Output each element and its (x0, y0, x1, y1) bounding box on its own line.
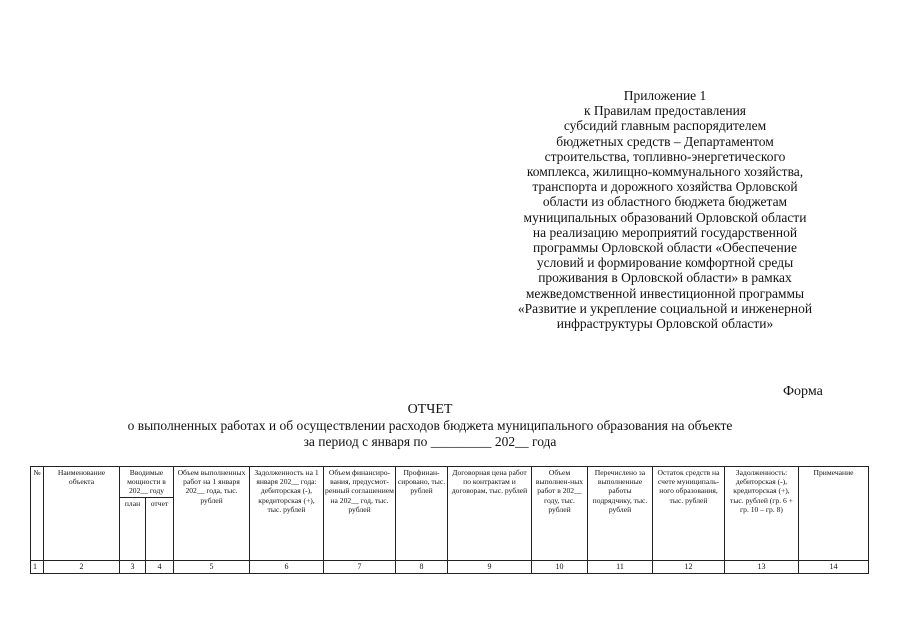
header-cell: Задолженность на 1 января 202__ года: дебиторская (-), кредиторская (+), тыс. рублей (250, 467, 324, 561)
header-cell: Профинан-сировано, тыс. рублей (396, 467, 448, 561)
appendix-line: комплекса, жилищно-коммунального хозяйства, (526, 164, 804, 180)
header-cell: план (120, 497, 146, 560)
header-cell: Остаток средств на счете муниципаль-ного образования, тыс. рублей (653, 467, 725, 561)
appendix-line: Приложение 1 (623, 88, 707, 103)
appendix-line: межведомственной инвестиционной программы (525, 285, 805, 301)
column-number: 7 (324, 560, 396, 573)
column-number: 8 (396, 560, 448, 573)
appendix-line: «Развитие и укрепление социальной и инженерной (517, 300, 813, 316)
column-number: 3 (120, 560, 146, 573)
header-cell: Договорная цена работ по контрактам и договорам, тыс. рублей (448, 467, 532, 561)
column-number: 5 (174, 560, 250, 573)
appendix-header (470, 88, 860, 331)
column-number: 13 (725, 560, 799, 573)
header-cell: Объем выполненных работ на 1 января 202__ года, тыс. рублей (174, 467, 250, 561)
report-subtitle: о выполненных работах и об осуществлении расходов бюджета муниципального образования на объекте (127, 418, 733, 433)
column-number: 4 (146, 560, 174, 573)
header-cell: отчет (146, 497, 174, 560)
report-period: за период с января по _________ 202__ года (303, 434, 557, 449)
column-number: 2 (44, 560, 120, 573)
appendix-line: строительства, топливно-энергетического (544, 148, 786, 164)
column-numbers-row (31, 560, 869, 573)
appendix-line: на реализацию мероприятий государственной (532, 224, 798, 240)
appendix-line: к Правилам предоставления (583, 103, 747, 119)
column-number: 14 (799, 560, 869, 573)
column-number: 10 (532, 560, 588, 573)
appendix-line: программы Орловской области «Обеспечение (533, 240, 797, 256)
appendix-line: области из областного бюджета бюджетам (542, 194, 788, 210)
form-label: Форма (783, 384, 823, 399)
appendix-line: условий и формирование комфортной среды (536, 255, 794, 271)
appendix-line: транспорта и дорожного хозяйства Орловской (532, 179, 798, 195)
header-cell: Перечислено за выполненные работы подрядчику, тыс. рублей (588, 467, 653, 561)
header-cell: № (31, 467, 44, 561)
column-number: 12 (653, 560, 725, 573)
header-cell: Объем финансиро-вания, предусмот-ренный соглашением на 202__ год, тыс. рублей (324, 467, 396, 561)
header-cell: Задолженность: дебиторская (-), кредиторская (+), тыс. рублей (гр. 6 + гр. 10 – гр. 8) (725, 467, 799, 561)
header-cell: Вводимые мощности в 202__ году (120, 467, 174, 498)
appendix-line: проживания в Орловской области» в рамках (538, 270, 792, 286)
column-number: 1 (31, 560, 44, 573)
report-table (30, 466, 869, 574)
header-cell: Объем выполнен-ных работ в 202__ году, тыс. рублей (532, 467, 588, 561)
column-number: 11 (588, 560, 653, 573)
appendix-line: муниципальных образований Орловской области (523, 209, 807, 225)
appendix-line: бюджетных средств – Департаментом (556, 133, 774, 149)
report-title: ОТЧЕТ (407, 402, 453, 417)
header-cell: Наименование объекта (44, 467, 120, 561)
appendix-line: субсидий главным распорядителем (563, 118, 767, 134)
column-number: 9 (448, 560, 532, 573)
appendix-line: инфраструктуры Орловской области» (556, 316, 774, 332)
header-cell: Примечание (799, 467, 869, 561)
header-row (31, 467, 869, 498)
column-number: 6 (250, 560, 324, 573)
